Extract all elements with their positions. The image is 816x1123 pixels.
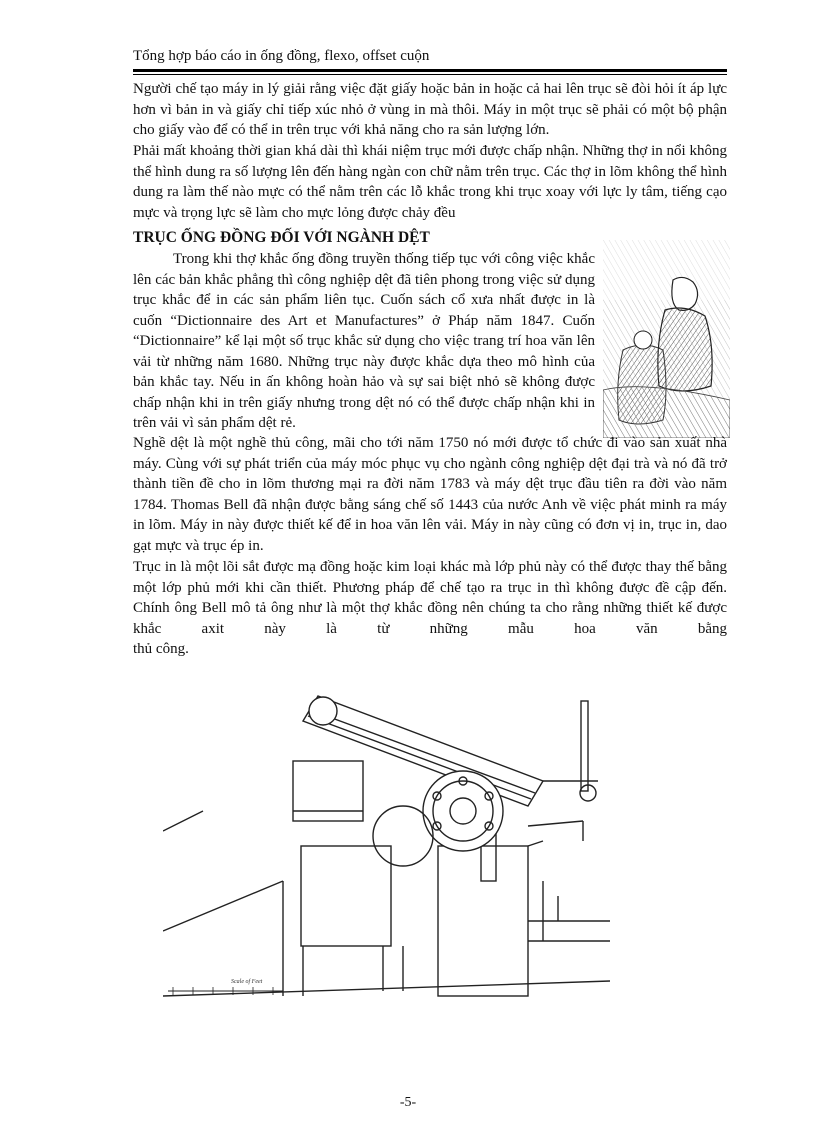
running-header: Tổng hợp báo cáo in ống đồng, flexo, offset cuộn: [133, 48, 430, 64]
scale-label: Scale of Feet: [231, 979, 263, 985]
section-heading: TRỤC ỐNG ĐỒNG ĐỐI VỚI NGÀNH DỆT: [133, 229, 430, 246]
paragraph-4: Nghề dệt là một nghề thủ công, mãi cho tới năm 1750 nó mới được tổ chức đi vào sản xuất nhà máy. Cùng với sự phát triển của máy móc phục vụ cho ngành công nghiệp dệt đại trà và nó đã trở thành tiền đề cho in lõm thương mại ra đời năm 1783 và máy dệt trục đầu tiên ra đời vào năm 1784. Thomas Bell đã nhận được bằng sáng chế số 1443 của nước Anh về việc phát minh ra máy in lõm. Máy in này được thiết kế để in hoa văn lên vải. Máy in này cũng có đơn vị in, trục in, dao gạt mực và trục ép in.: [133, 435, 727, 554]
woodcut-illustration: [603, 240, 730, 438]
paragraph-5: Trục in là một lõi sắt được mạ đồng hoặc kim loại khác mà lớp phủ này có thể được thay thế bằng một lớp phủ mới khi cần thiết. Phương pháp để chế tạo ra trục in thì không được đề cập đến. Chính ông Bell mô tả ông như là một thợ khắc đồng nên chúng ta cho rằng những thiết kế được khắc axit này là từ những mẫu hoa văn bằng: [133, 559, 727, 637]
paragraph-1: Người chế tạo máy in lý giải rằng việc đặt giấy hoặc bản in hoặc cả hai lên trục sẽ đòi hỏi ít áp lực hơn vì bản in và giấy chỉ tiếp xúc nhỏ ở vùng in mà thôi. Máy in một trục sẽ phải có một bộ phận cho giấy vào để có thể in trên trục với khả năng cho ra sản lượng lớn.: [133, 81, 727, 138]
header-rule-thin: [133, 74, 727, 75]
paragraph-3-text: Trong khi thợ khắc ống đồng truyền thống tiếp tục với công việc khắc lên các bản khắc phẳng thì công nghiệp dệt đã tiên phong trong việc sử dụng trục khắc để in các sản phẩm liên tục. Cuốn sách cổ xưa nhất được in là cuốn “Dictionnaire des Art et Manufactures” ở Pháp năm 1847. Cuốn “Dictionnaire” kể lại một số trục khắc sử dụng cho việc trang trí hoa văn lên vải từ những năm 1680. Những trục này được khắc dựa theo mô hình của bản khắc tay. Nếu in ấn không hoàn hảo và sự sai biệt nhỏ sẽ không được chấp nhận khi in trên giấy nhưng trong dệt nó có thể được chấp nhận khi in trên vải vì sản phẩm dệt rẻ.: [133, 251, 595, 431]
paragraph-2: Phải mất khoảng thời gian khá dài thì khái niệm trục mới được chấp nhận. Những thợ in nổi không thể hình dung ra số lượng lên đến hàng ngàn con chữ nằm trên trục. Các thợ in lõm không thể hình dung ra làm thế nào mực có thể nằm trên các lỗ khắc trong khi trục xoay với lực ly tâm, tiếng cạo mực và trọng lực sẽ làm cho mực lỏng được chảy đều: [133, 143, 727, 221]
header-rule-thick: [133, 69, 727, 72]
printing-machine-drawing: [163, 681, 610, 1008]
page-number: -5-: [399, 1095, 417, 1110]
paragraph-5-end: thủ công.: [133, 641, 189, 657]
paragraph-3: [133, 249, 595, 434]
